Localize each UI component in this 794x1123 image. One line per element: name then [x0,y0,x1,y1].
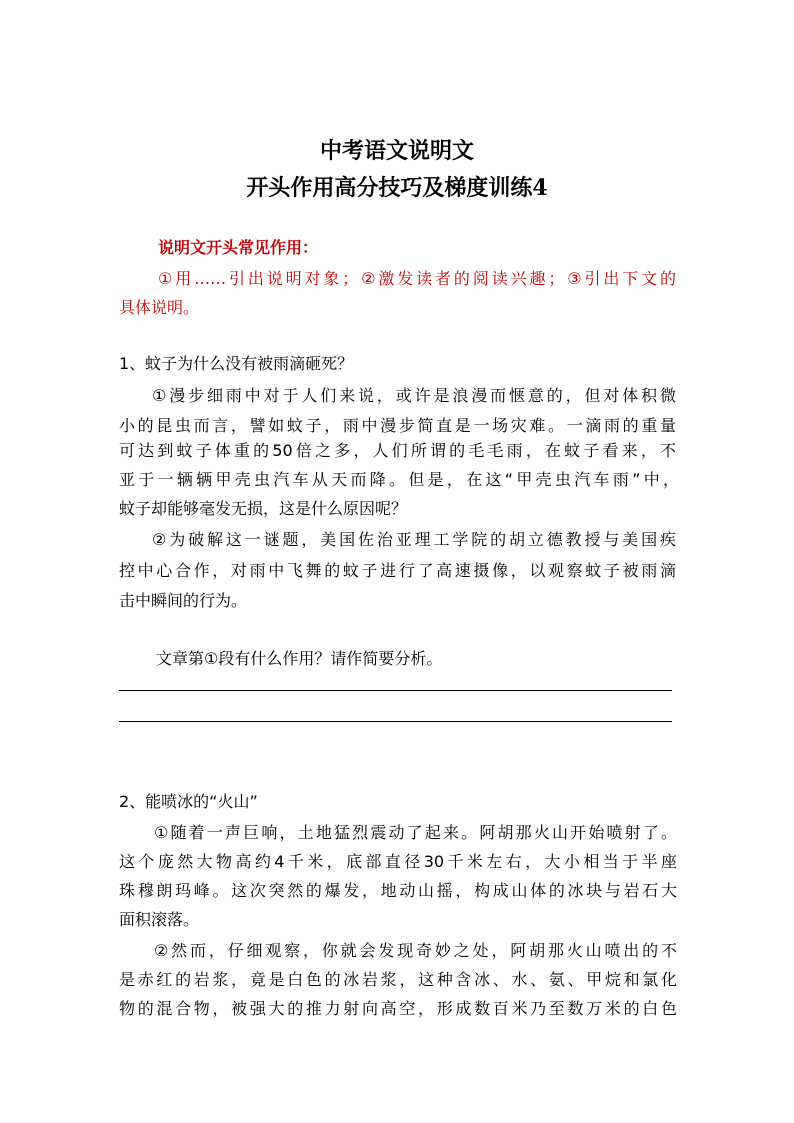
section-2-para-line: ②然而，仔细观察，你就会发现奇妙之处，阿胡那火山喷出的不 [154,941,677,960]
section-1-para-line: 小的昆虫而言，譬如蚊子，雨中漫步简直是一场灾难。一滴雨的重量 [119,416,676,435]
section-2-heading: 2、能喷冰的“火山” [119,792,258,811]
page-title-line-1: 中考语文说明文 [319,138,474,164]
section-1-para-line: 亚于一辆辆甲壳虫汽车从天而降。但是，在这“甲壳虫汽车雨”中， [119,470,679,489]
intro-line-2: 具体说明。 [119,298,200,317]
section-2-para-line: 是赤红的岩浆，竟是白色的冰岩浆，这种含冰、水、氨、甲烷和氯化 [119,970,677,989]
section-2-para-line: 面积滚落。 [119,910,200,929]
answer-line[interactable] [119,721,672,722]
section-1-para-line: 击中瞬间的行为。 [119,591,248,610]
section-2-para-line: 这个庞然大物高约4千米，底部直径30千米左右，大小相当于半座 [119,852,677,871]
question-1-prompt: 文章第①段有什么作用？请作简要分析。 [156,649,443,668]
section-2-para-line: 物的混合物，被强大的推力射向高空，形成数百米乃至数万米的白色 [119,999,677,1018]
intro-line-1: ①用……引出说明对象；②激发读者的阅读兴趣；③引出下文的 [158,269,676,288]
section-1-para-line: ②为破解这一谜题，美国佐治亚理工学院的胡立德教授与美国疾 [152,530,676,549]
section-2-para-line: ①随着一声巨响，土地猛烈震动了起来。阿胡那火山开始喷射了。 [154,823,677,842]
section-2-para-line: 珠穆朗玛峰。这次突然的爆发，地动山摇，构成山体的冰块与岩石大 [119,881,677,900]
page-title-line-2: 开头作用高分技巧及梯度训练4 [246,175,548,201]
section-1-para-line: 控中心合作，对雨中飞舞的蚊子进行了高速摄像，以观察蚊子被雨滴 [119,561,676,580]
section-1-para-line: 蚊子却能够毫发无损，这是什么原因呢？ [119,499,408,518]
section-1-para-line: 可达到蚊子体重的50倍之多，人们所谓的毛毛雨，在蚊子看来，不 [119,441,676,460]
section-1-para-line: ①漫步细雨中对于人们来说，或许是浪漫而惬意的，但对体积微 [152,386,676,405]
answer-line[interactable] [119,690,672,691]
section-1-heading: 1、蚊子为什么没有被雨滴砸死？ [119,354,354,373]
intro-heading: 说明文开头常见作用： [158,238,319,257]
